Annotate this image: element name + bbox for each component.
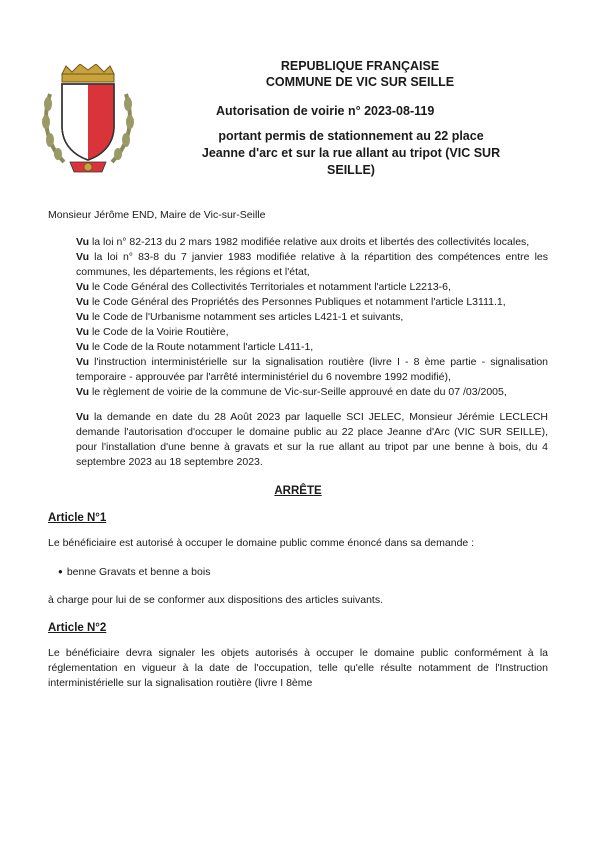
- commune-title: COMMUNE DE VIC SUR SEILLE: [265, 75, 455, 89]
- article-1-text: Le bénéficiaire est autorisé à occuper le domaine public comme énoncé dans sa demande :: [48, 537, 475, 549]
- article-2-title: Article N°2: [48, 622, 107, 634]
- legal-reference-item: Vu le Code Général des Propriétés des Personnes Publiques et notamment l'article L3111.1,: [76, 296, 506, 308]
- arrete-heading: ARRÊTE: [274, 485, 322, 497]
- article-1-bullets: [58, 564, 548, 580]
- document-header: [200, 58, 520, 90]
- request-paragraph: Vu la demande en date du 28 Août 2023 par laquelle SCI JELEC, Monsieur Jérémie LECLECH demande l'autorisation d'occuper le domaine public au 22 place Jeanne d'Arc (VIC SUR SEILLE), pour l'installation d'une benne à gravats et sur la rue allant au tripot par une benne à bois, du 4 septembre 2023 au 18 septembre 2023.: [76, 411, 548, 468]
- republic-title: REPUBLIQUE FRANÇAISE: [280, 59, 440, 73]
- legal-reference-item: Vu l'instruction interministérielle sur la signalisation routière (livre I - 8 ème partie - signalisation temporaire - approuvée par l'arrêté interministériel du 6 novembre 1992 modifié),: [76, 356, 548, 383]
- article-1-bullet: ● benne Gravats et benne a bois: [58, 564, 548, 580]
- article-1-after: à charge pour lui de se conformer aux dispositions des articles suivants.: [48, 594, 384, 606]
- legal-reference-item: Vu la loi n° 82-213 du 2 mars 1982 modifiée relative aux droits et libertés des collectivités locales,: [76, 236, 530, 248]
- legal-reference-item: Vu le Code de l'Urbanisme notamment ses articles L421-1 et suivants,: [76, 311, 404, 323]
- authorization-reference: Autorisation de voirie n° 2023-08-119: [216, 104, 435, 118]
- authorization-subject: portant permis de stationnement au 22 place Jeanne d'arc et sur la rue allant au tripot (VIC SUR SEILLE): [201, 129, 501, 177]
- legal-reference-item: Vu le Code Général des Collectivités Territoriales et notamment l'article L2213-6,: [76, 281, 451, 293]
- article-1-title: Article N°1: [48, 512, 107, 524]
- article-2-text: Le bénéficiaire devra signaler les objets autorisés à occuper le domaine public conformément à la réglementation en vigueur à la date de l'occupation, telle qu'elle résulte notamment de l'Instruction interministérielle sur la signalisation routière (livre I 8ème: [48, 647, 548, 689]
- legal-reference-item: Vu la loi n° 83-8 du 7 janvier 1983 modifiée relative à la répartition des compétences entre les communes, les départements, les régions et l'état,: [76, 251, 548, 278]
- legal-references-list: [76, 235, 548, 400]
- legal-reference-item: Vu le Code de la Route notamment l'article L411-1,: [76, 341, 314, 353]
- legal-reference-item: Vu le Code de la Voirie Routière,: [76, 326, 229, 338]
- coat-of-arms-icon: [40, 64, 136, 176]
- document-body: [48, 208, 548, 704]
- legal-reference-item: Vu le règlement de voirie de la commune de Vic-sur-Seille approuvé en date du 07 /03/2005,: [76, 386, 507, 398]
- mayor-line: Monsieur Jérôme END, Maire de Vic-sur-Seille: [48, 209, 266, 221]
